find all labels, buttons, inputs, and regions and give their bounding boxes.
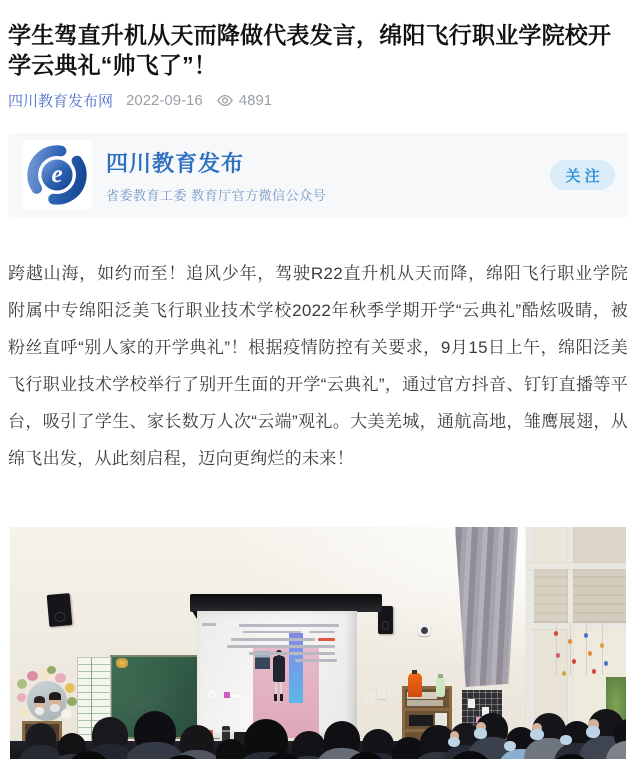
window xyxy=(526,527,626,732)
cord-ring xyxy=(365,693,374,702)
audience-person xyxy=(134,711,176,753)
flower-wreath-mirror xyxy=(17,669,77,729)
view-counter xyxy=(216,92,272,109)
view-count: 4891 xyxy=(238,92,273,109)
article-meta xyxy=(8,90,628,111)
projected-ui-icon xyxy=(224,692,230,698)
screen-pull-cord xyxy=(370,612,371,696)
screen-top-bar xyxy=(190,594,382,612)
audience-person xyxy=(92,717,128,753)
audience-person xyxy=(216,739,246,759)
left-speaker xyxy=(47,593,73,627)
audience-person xyxy=(158,755,208,759)
audience-person xyxy=(66,751,112,759)
audience-person xyxy=(26,723,56,753)
article-page xyxy=(0,20,636,759)
account-text xyxy=(106,147,326,204)
audience-person-masked xyxy=(476,713,508,745)
curtain xyxy=(451,527,518,687)
green-bottle xyxy=(436,677,445,697)
article-photo[interactable] xyxy=(10,527,626,759)
account-description: 省委教育工委 教育厅官方微信公众号 xyxy=(106,187,327,203)
account-name: 四川教育发布 xyxy=(106,150,245,176)
projected-ui-icon xyxy=(209,691,216,698)
audience-person xyxy=(180,725,214,759)
projected-banner xyxy=(289,633,303,703)
fire-extinguisher xyxy=(408,673,422,697)
official-account-card[interactable] xyxy=(8,133,628,217)
audience-person xyxy=(344,752,388,759)
eye-icon xyxy=(216,94,234,107)
audience-person xyxy=(260,753,306,759)
article-paragraph: 跨越山海，如约而至！追风少年，驾驶R22直升机从天而降，绵阳飞行职业学院附属中专绵阳泛美飞行职业技术学校2022年秋季学期开学“云典礼”酷炫吸睛，被粉丝直呼“别人家的开学典礼”！根据疫情防控有关要求，9月15日上午，绵阳泛美飞行职业技术学校举行了别开生面的开学“云典礼”，通过官方抖音、钉钉直播等平台，吸引了学生、家长数万人次“云端”观礼。大美羌城，通航高地，雏鹰展翅，从绵飞出发，从此刻启程，迈向更绚烂的未来！ xyxy=(8,264,628,468)
wall-notice xyxy=(377,686,386,699)
article-title: 学生驾直升机从天而降做代表发言，绵阳飞行职业学院校开学云典礼“帅飞了”！ xyxy=(8,22,612,78)
audience-person-masked xyxy=(446,751,494,759)
logo-letter: e xyxy=(51,161,63,188)
source-link[interactable]: 四川教育发布网 xyxy=(8,93,114,110)
security-camera xyxy=(418,623,431,636)
account-logo xyxy=(22,140,92,210)
audience-person xyxy=(614,719,626,749)
projected-ui-icon xyxy=(234,695,243,697)
follow-button[interactable]: 关 注 xyxy=(550,160,615,190)
audience-person xyxy=(548,754,594,759)
publish-date: 2022-09-16 xyxy=(126,92,203,109)
board-emblem xyxy=(116,658,128,668)
